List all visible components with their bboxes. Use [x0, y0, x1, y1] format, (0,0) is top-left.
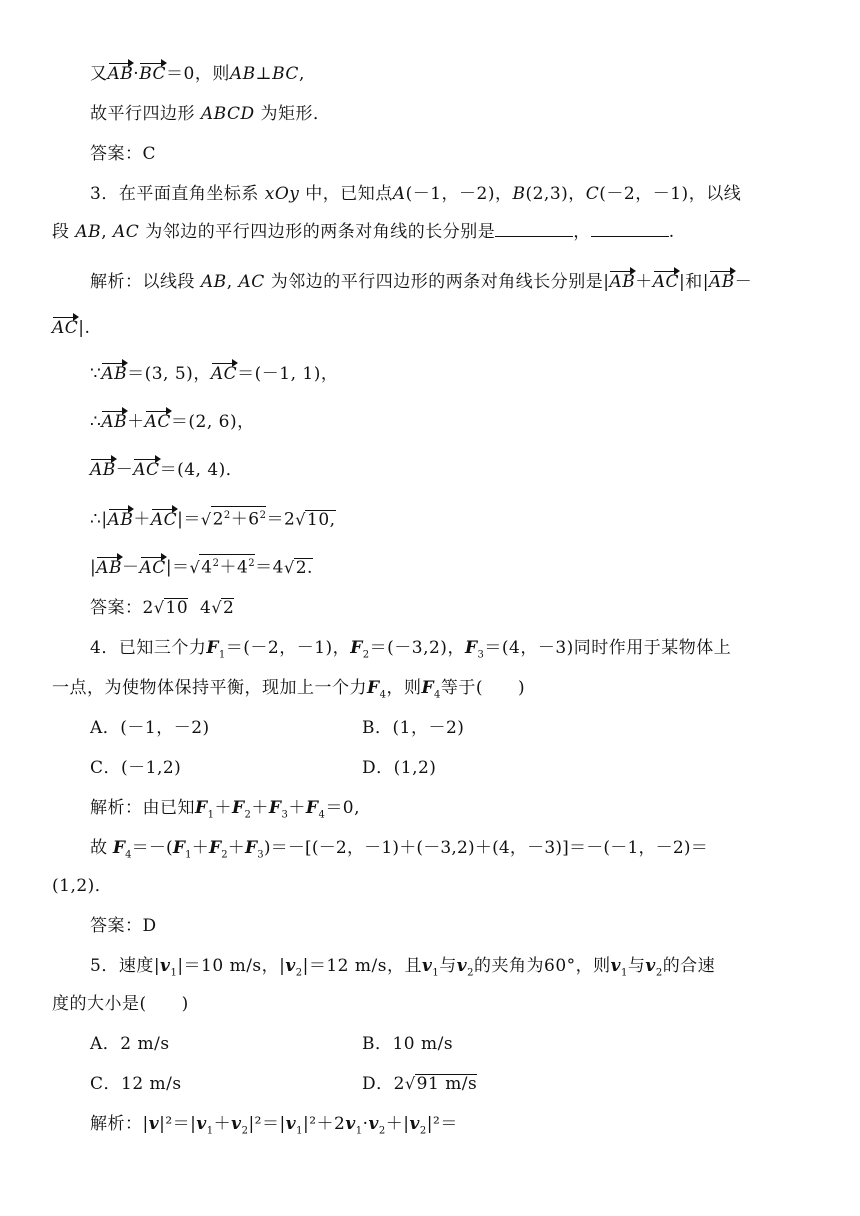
text: 解析：由已知: [90, 798, 195, 818]
text: ＝(3, 5)，: [127, 364, 211, 384]
solution-line: $|AB-AC|=√4^2+4^2=4√2$.: [90, 554, 313, 580]
text: 答案：2: [90, 598, 154, 618]
text: |＝10 m/s，|: [177, 956, 286, 976]
solution-line: 解析：由已知$F_1+F_2+F_3+F_4=0$,: [90, 798, 361, 821]
solution-line: 解析：$|v|^2=|v_1+v_2|^2=|v_1|^2+2v_1\cdot v_2+|v_2|^2=$: [90, 1114, 458, 1137]
text: |²＝: [426, 1114, 458, 1134]
text: |＝12 m/s，且: [302, 956, 422, 976]
option-c[interactable]: C．(－1,2): [90, 758, 182, 778]
answer-line: 答案：C: [90, 144, 157, 164]
text: ＝(4，－3)同时作用于某物体上: [484, 638, 732, 658]
answer-blank[interactable]: [495, 220, 573, 237]
answer-line: 答案：D: [90, 916, 157, 936]
sqrt-content: 2: [223, 598, 235, 618]
text: ∵: [90, 364, 102, 384]
text: ＋: [133, 509, 151, 530]
answer-blank[interactable]: [591, 220, 669, 237]
text: ＋: [127, 412, 145, 432]
option-b[interactable]: B．(1，－2): [362, 718, 465, 738]
answer-line: 答案：2√10 4√2: [90, 598, 235, 618]
text: |和|: [679, 272, 709, 292]
option-a[interactable]: A．(－1，－2): [90, 718, 210, 738]
solution-line: 故平行四边形 ABCD 为矩形．: [90, 104, 331, 124]
solution-line: ∵AB＝(3, 5)，AC＝(－1, 1)，: [90, 364, 339, 384]
text: 5．速度|: [90, 956, 161, 976]
text: (－2，－1)，以线: [599, 184, 742, 204]
option-b[interactable]: B．10 m/s: [362, 1034, 454, 1054]
text: 为矩形．: [260, 104, 331, 124]
text: |²＋2: [302, 1114, 346, 1134]
text: .: [668, 222, 675, 242]
option-c[interactable]: C．12 m/s: [90, 1074, 182, 1094]
question-3: 3．在平面直角坐标系 xOy 中，已知点A(－1，－2)，B(2,3)，C(－2，－1)，以线: [90, 184, 742, 204]
solution-line: (1,2)．: [52, 876, 113, 896]
text: 段: [52, 222, 70, 242]
text: |＝: [177, 509, 201, 530]
text: |: [90, 557, 97, 578]
solution-line: 解析：以线段 AB, AC 为邻边的平行四边形的两条对角线长分别是|AB＋AC|和|AB－: [90, 272, 753, 292]
text: ，: [573, 222, 591, 242]
solution-line: $\therefore|AB+AC|=√2^2+6^2=2√10$,: [90, 506, 336, 532]
text: 4．已知三个力: [90, 638, 207, 658]
text: ＝(2, 6)，: [170, 412, 255, 432]
sqrt-content: 10,: [307, 509, 336, 530]
solution-line: ∴AB＋AC＝(2, 6)，: [90, 412, 255, 432]
option-a[interactable]: A．2 m/s: [90, 1034, 170, 1054]
text: ＝(－3,2)，: [369, 638, 465, 658]
text: ＝2: [266, 509, 296, 530]
solution-line: AC|.: [52, 318, 91, 338]
text: 中，已知点: [305, 184, 393, 204]
text: ·: [362, 1114, 369, 1134]
text: 故平行四边形: [90, 104, 195, 124]
text: (2,3)，: [525, 184, 586, 204]
text: 与: [627, 956, 646, 976]
question-4-cont: 一点，为使物体保持平衡，现加上一个力$F_4$，则$F_4$等于( ): [52, 678, 526, 701]
text: ＝(4, 4)．: [159, 460, 244, 480]
solution-line: 又AB·BC＝0，则AB⊥BC,: [90, 64, 305, 84]
text: 故: [90, 838, 108, 858]
sqrt-content: 10: [165, 598, 189, 618]
text: |²＝|: [159, 1114, 197, 1134]
text: 4: [199, 598, 212, 618]
option-d[interactable]: D．(1,2): [362, 758, 437, 778]
text: ∴|: [90, 509, 108, 530]
text: 解析：|: [90, 1114, 149, 1134]
question-5-cont: 度的大小是( ): [52, 994, 189, 1014]
question-3-cont: 段 AB, AC 为邻边的平行四边形的两条对角线的长分别是 ， .: [52, 222, 675, 242]
text: ＋|: [385, 1114, 410, 1134]
sqrt-content: 2.: [295, 557, 313, 578]
text: －: [115, 460, 134, 480]
question-5: 5．速度$|v_1|=10$ m/s，$|v_2|=12$ m/s，且$v_1$与$v_2$的夹角为60°，则$v_1$与$v_2$的合速: [90, 956, 716, 979]
text: ，则: [386, 678, 422, 698]
vector-bc: BC: [139, 64, 167, 84]
text: 与: [439, 956, 457, 976]
text: 的合速: [662, 956, 716, 976]
text: ＝0，则: [166, 64, 230, 84]
text: 解析：以线段: [90, 272, 195, 292]
text: ＝4: [255, 557, 284, 578]
text: ＝－(: [131, 838, 173, 858]
text: |.: [78, 318, 91, 338]
text: 等于( ): [440, 678, 526, 698]
text: ·: [133, 64, 140, 84]
text: ＝(－2，－1)，: [225, 638, 351, 658]
text: |＝: [165, 557, 190, 578]
text: 为邻边的平行四边形的两条对角线长分别是|: [270, 272, 610, 292]
text: 的夹角为60°，则: [474, 956, 611, 976]
question-4: 4．已知三个力$F_1=(-2$，－1)，$F_2=(-3,2)$，$F_3=(4$，－3)同时作用于某物体上: [90, 638, 732, 661]
sqrt-content: 91 m/s: [416, 1074, 478, 1094]
solution-line: AB－AC＝(4, 4)．: [90, 460, 244, 480]
text: －: [734, 272, 753, 292]
text: 又: [90, 64, 108, 84]
text: (－1，－2)，: [405, 184, 513, 204]
text: )＝－[(－2，－1)＋(－3,2)＋(4，－3)]＝－(－1，－2)＝: [263, 838, 708, 858]
text: |²＝|: [248, 1114, 286, 1134]
text: ⊥: [255, 64, 273, 84]
solution-line: 故 $F_4=-(F_1+F_2+F_3)=-[(-2$，－1)＋(－3,2)＋(4，－3)]＝－(－1，－2)＝: [90, 838, 708, 861]
text: D．2: [362, 1074, 405, 1094]
text: ＝(－1, 1)，: [237, 364, 339, 384]
text: －: [122, 557, 140, 578]
text: ∴: [90, 412, 102, 432]
text: ＝0,: [325, 798, 361, 818]
text: 为邻边的平行四边形的两条对角线的长分别是: [145, 222, 496, 242]
text: 一点，为使物体保持平衡，现加上一个力: [52, 678, 367, 698]
option-d[interactable]: D．2√91 m/s: [362, 1074, 478, 1094]
text: 3．在平面直角坐标系: [90, 184, 259, 204]
text: ＋: [635, 272, 653, 292]
vector-ab: AB: [107, 64, 134, 84]
